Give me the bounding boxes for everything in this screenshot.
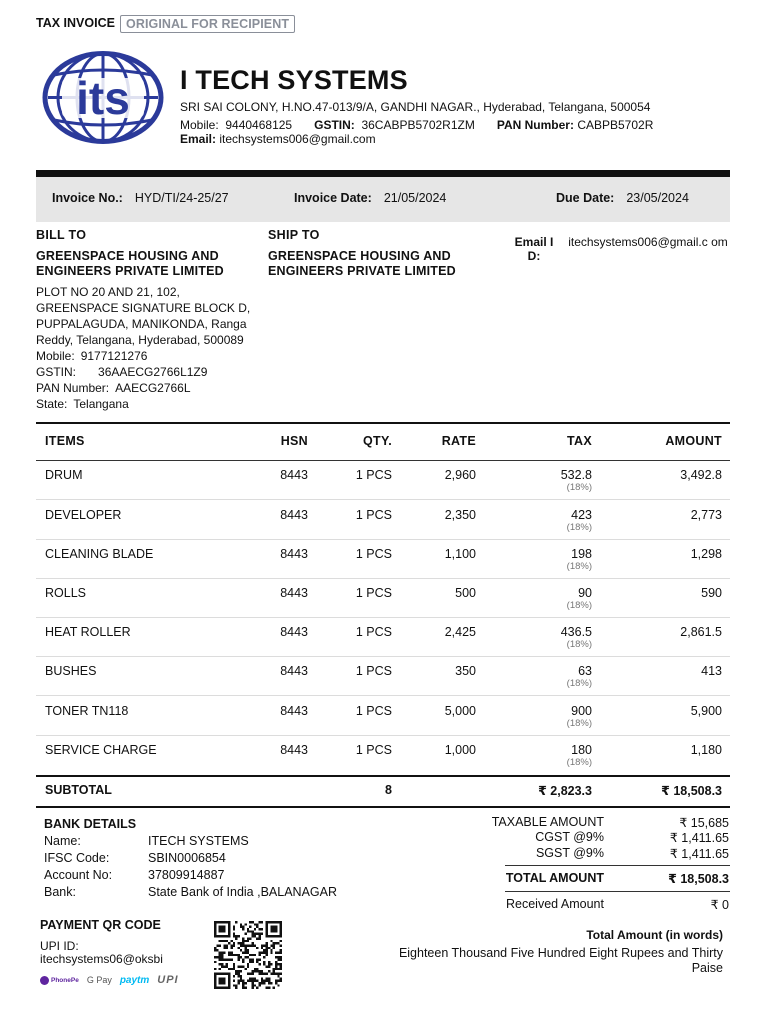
bill-to-title: BILL TO <box>36 228 87 242</box>
totals-rule <box>505 891 730 892</box>
payment-qr-title: PAYMENT QR CODE <box>40 918 161 932</box>
col-header-qty: QTY. <box>363 434 392 448</box>
table-row <box>36 657 730 696</box>
item-name: TONER TN118 <box>45 704 129 718</box>
invoice-date <box>294 191 446 205</box>
amount-in-words-label: Total Amount (in words) <box>586 928 723 942</box>
col-header-hsn: HSN <box>280 434 308 448</box>
upi-id-value: itechsystems06@oksbi <box>40 952 163 966</box>
taxable-amount-label: TAXABLE AMOUNT <box>491 815 604 829</box>
item-name: DRUM <box>45 468 83 482</box>
bank-row <box>44 851 226 865</box>
phonepe-logo-icon: PhonePe <box>40 976 79 985</box>
item-amount: 5,900 <box>690 704 722 718</box>
company-gstin-label: GSTIN: <box>314 118 355 132</box>
item-name: BUSHES <box>45 664 97 678</box>
item-rate: 2,350 <box>444 508 476 522</box>
item-tax: 436.5 <box>560 625 592 639</box>
item-amount: 1,180 <box>690 743 722 757</box>
company-email-label: Email: <box>180 132 217 146</box>
item-tax-percent: (18%) <box>566 600 592 611</box>
ship-to-title: SHIP TO <box>268 228 320 242</box>
table-row <box>36 697 730 736</box>
bank-row <box>44 885 337 899</box>
item-hsn: 8443 <box>280 625 308 639</box>
total-amount-label: TOTAL AMOUNT <box>505 871 604 885</box>
company-gstin <box>314 118 475 132</box>
item-name: HEAT ROLLER <box>45 625 131 639</box>
table-row <box>36 461 730 500</box>
bank-row <box>44 868 224 882</box>
invoice-date-value: 21/05/2024 <box>383 191 447 205</box>
item-tax-percent: (18%) <box>566 678 592 689</box>
table-top-rule <box>36 422 730 424</box>
bank-row-value: ITECH SYSTEMS <box>148 834 249 848</box>
taxable-amount-value: ₹ 15,685 <box>679 816 729 830</box>
totals-rule <box>505 865 730 866</box>
bill-to-mobile-value: 9177121276 <box>80 349 148 363</box>
bill-to-pan-value: AAECG2766L <box>115 381 191 395</box>
item-hsn: 8443 <box>280 704 308 718</box>
email-id-value: itechsystems006@gmail.c om <box>568 235 728 249</box>
item-tax-percent: (18%) <box>566 718 592 729</box>
item-qty: 1 PCS <box>355 586 392 600</box>
item-tax-percent: (18%) <box>566 482 592 493</box>
item-hsn: 8443 <box>280 547 308 561</box>
item-qty: 1 PCS <box>355 664 392 678</box>
subtotal-tax: ₹ 2,823.3 <box>538 784 592 798</box>
company-mobile-value: 9440468125 <box>225 118 293 132</box>
bill-to-name: GREENSPACE HOUSING AND ENGINEERS PRIVATE LIMITED <box>36 249 224 278</box>
bank-details-title: BANK DETAILS <box>44 817 137 831</box>
amount-in-words-value: Eighteen Thousand Five Hundred Eight Rupees and Thirty Paise <box>398 946 723 975</box>
item-rate: 2,425 <box>444 625 476 639</box>
bill-to-state-value: Telangana <box>73 397 129 411</box>
item-hsn: 8443 <box>280 664 308 678</box>
item-tax: 900 <box>571 704 592 718</box>
table-row <box>36 736 730 775</box>
upi-id-label: UPI ID: <box>40 939 79 953</box>
bill-to-pan-label: PAN Number: <box>36 381 110 395</box>
cgst-value: ₹ 1,411.65 <box>669 831 729 845</box>
table-row <box>36 540 730 579</box>
company-gstin-value: 36CABPB5702R1ZM <box>361 118 475 132</box>
item-tax: 180 <box>571 743 592 757</box>
table-row <box>36 618 730 657</box>
col-header-rate: RATE <box>441 434 476 448</box>
item-tax: 423 <box>571 508 592 522</box>
item-rate: 1,000 <box>444 743 476 757</box>
bill-to-pan <box>36 380 258 396</box>
company-pan-value: CABPB5702R <box>577 118 654 132</box>
ship-to-name: GREENSPACE HOUSING AND ENGINEERS PRIVATE LIMITED <box>268 249 456 278</box>
bill-to-details <box>36 284 258 412</box>
bill-to-address: PLOT NO 20 AND 21, 102, GREENSPACE SIGNATURE BLOCK D, PUPPALAGUDA, MANIKONDA, Ranga Reddy, Telangana, Hyderabad, 500089 <box>36 285 251 347</box>
bill-to-gstin-value: 36AAECG2766L1Z9 <box>98 365 208 379</box>
company-ids <box>180 118 675 132</box>
item-rate: 350 <box>455 664 476 678</box>
email-id-label: Email I D: <box>514 235 554 263</box>
paytm-logo-icon: paytm <box>119 974 150 986</box>
company-name: I TECH SYSTEMS <box>180 65 408 95</box>
bill-to-gstin <box>36 364 258 380</box>
item-qty: 1 PCS <box>355 743 392 757</box>
company-email <box>180 132 376 146</box>
company-mobile <box>180 118 292 132</box>
due-date <box>556 191 689 205</box>
subtotal-rule-bottom <box>36 806 730 808</box>
logo-text: its <box>76 72 130 124</box>
company-mobile-label: Mobile: <box>180 118 219 132</box>
item-rate: 5,000 <box>444 704 476 718</box>
company-pan <box>497 118 654 132</box>
copy-tag-badge: ORIGINAL FOR RECIPIENT <box>120 15 295 33</box>
item-rate: 500 <box>455 586 476 600</box>
payment-app-logos <box>40 973 179 987</box>
table-row <box>36 579 730 618</box>
invoice-date-label: Invoice Date: <box>294 191 372 205</box>
company-address: SRI SAI COLONY, H.NO.47-013/9/A, GANDHI NAGAR., Hyderabad, Telangana, 500054 <box>180 100 651 114</box>
item-amount: 3,492.8 <box>680 468 722 482</box>
subtotal-label: SUBTOTAL <box>45 783 112 797</box>
item-rate: 2,960 <box>444 468 476 482</box>
bank-row-value: 37809914887 <box>148 868 225 882</box>
item-name: DEVELOPER <box>45 508 122 522</box>
item-tax: 198 <box>571 547 592 561</box>
bank-row-label: Bank: <box>44 885 76 899</box>
item-qty: 1 PCS <box>355 468 392 482</box>
item-tax: 63 <box>578 664 592 678</box>
item-hsn: 8443 <box>280 468 308 482</box>
due-date-label: Due Date: <box>556 191 615 205</box>
bank-row-label: Name: <box>44 834 81 848</box>
item-tax: 90 <box>578 586 592 600</box>
received-amount-value: ₹ 0 <box>710 898 729 912</box>
item-tax-percent: (18%) <box>566 561 592 572</box>
subtotal-amount: ₹ 18,508.3 <box>661 784 722 798</box>
item-name: CLEANING BLADE <box>45 547 154 561</box>
bill-to-mobile <box>36 348 258 364</box>
subtotal-rule-top <box>36 775 730 777</box>
globe-logo-icon <box>42 50 164 145</box>
bank-row-label: IFSC Code: <box>44 851 110 865</box>
item-tax: 532.8 <box>560 468 592 482</box>
upi-logo-icon: UPI <box>157 974 179 986</box>
item-amount: 2,861.5 <box>680 625 722 639</box>
due-date-value: 23/05/2024 <box>626 191 689 205</box>
item-qty: 1 PCS <box>355 508 392 522</box>
bill-to-mobile-label: Mobile: <box>36 349 75 363</box>
company-pan-label: PAN Number: <box>496 118 574 132</box>
item-amount: 590 <box>701 586 722 600</box>
item-amount: 413 <box>701 664 722 678</box>
item-hsn: 8443 <box>280 743 308 757</box>
item-qty: 1 PCS <box>355 625 392 639</box>
invoice-number-label: Invoice No.: <box>52 191 123 205</box>
col-header-items: ITEMS <box>45 434 85 448</box>
item-rate: 1,100 <box>444 547 476 561</box>
bill-to-gstin-label: GSTIN: <box>36 365 77 379</box>
bank-row-label: Account No: <box>44 868 113 882</box>
item-amount: 2,773 <box>690 508 722 522</box>
item-name: SERVICE CHARGE <box>45 743 157 757</box>
company-email-value: itechsystems006@gmail.com <box>219 132 376 146</box>
bill-to-state-label: State: <box>36 397 68 411</box>
gpay-logo-icon: G Pay <box>86 975 112 985</box>
doc-type-label: TAX INVOICE <box>36 16 115 30</box>
item-qty: 1 PCS <box>355 547 392 561</box>
sgst-label: SGST @9% <box>535 846 604 860</box>
bank-row-value: SBIN0006854 <box>148 851 226 865</box>
bank-row <box>44 834 249 848</box>
subtotal-qty: 8 <box>385 783 392 797</box>
invoice-number <box>52 191 229 205</box>
header-divider <box>36 170 730 177</box>
item-qty: 1 PCS <box>355 704 392 718</box>
sgst-value: ₹ 1,411.65 <box>669 847 729 861</box>
total-amount-value: ₹ 18,508.3 <box>668 872 729 886</box>
item-hsn: 8443 <box>280 508 308 522</box>
item-amount: 1,298 <box>690 547 722 561</box>
col-header-tax: TAX <box>567 434 592 448</box>
received-amount-label: Received Amount <box>506 897 604 911</box>
item-tax-percent: (18%) <box>566 757 592 768</box>
bank-row-value: State Bank of India ,BALANAGAR <box>148 885 337 899</box>
item-name: ROLLS <box>45 586 86 600</box>
bill-to-state <box>36 396 258 412</box>
cgst-label: CGST @9% <box>535 830 604 844</box>
table-row <box>36 501 730 540</box>
item-tax-percent: (18%) <box>566 522 592 533</box>
qr-code-icon <box>214 921 282 989</box>
invoice-number-value: HYD/TI/24-25/27 <box>134 191 229 205</box>
col-header-amount: AMOUNT <box>665 434 722 448</box>
item-hsn: 8443 <box>280 586 308 600</box>
item-tax-percent: (18%) <box>566 639 592 650</box>
